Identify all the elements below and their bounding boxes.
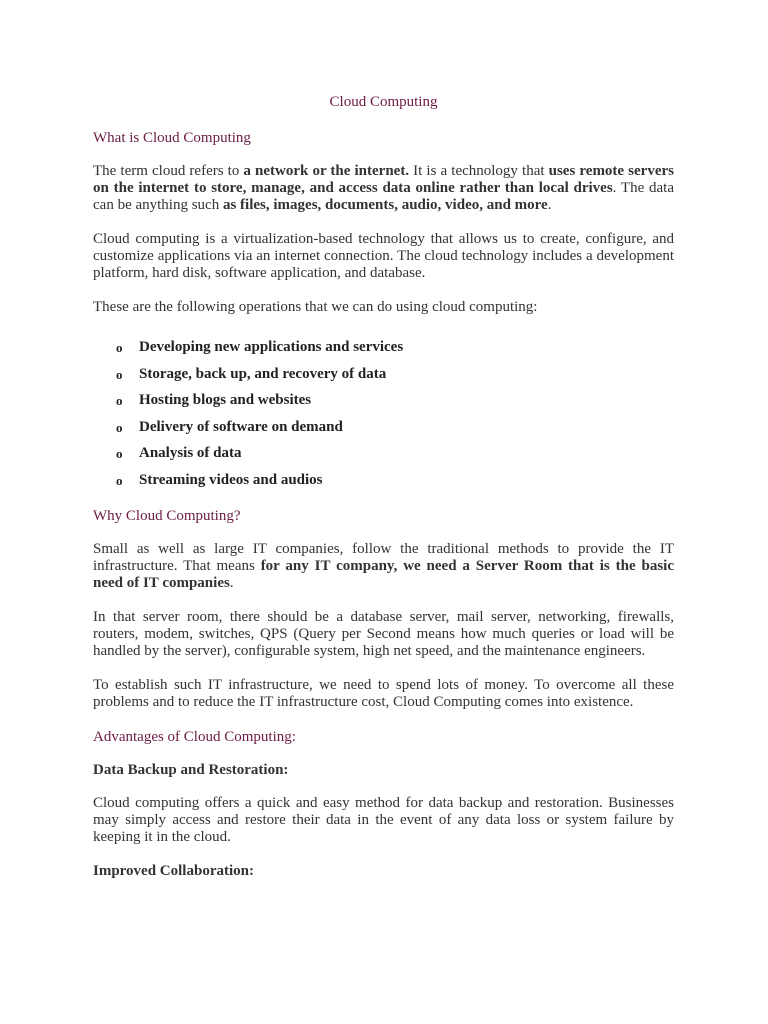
list-item-label: Analysis of data (139, 445, 242, 462)
bullet-icon: o (116, 419, 123, 435)
paragraph-server-room: In that server room, there should be a database server, mail server, networking, firewalls, routers, modem, switches, QPS (Query per Second means how much queries or load will be handled by the server), configurable system, high net speed, and the maintenance engineers. (93, 608, 674, 659)
paragraph-infrastructure-cost: To establish such IT infrastructure, we need to spend lots of money. To overcome all these problems and to reduce the IT infrastructure cost, Cloud Computing comes into existence. (93, 676, 674, 710)
paragraph-text: Small as well as large IT companies, follow the traditional methods to provide the IT infrastructure. That means (93, 540, 674, 574)
subheading-collaboration: Improved Collaboration: (93, 862, 254, 879)
list-item-label: Hosting blogs and websites (139, 392, 312, 409)
document-content (93, 93, 674, 896)
paragraph-text: The term cloud refers to (93, 163, 244, 179)
bold-text: a network or the internet. (243, 163, 410, 179)
list-item (93, 392, 674, 409)
paragraph-virtualization: Cloud computing is a virtualization-based technology that allows us to create, configure, and customize applications via an internet connection. The cloud technology includes a development platform, hard disk, software application, and database. (93, 231, 674, 281)
bullet-icon: o (116, 366, 123, 382)
heading-advantages: Advantages of Cloud Computing: (93, 728, 296, 745)
bullet-icon: o (116, 446, 123, 462)
heading-what-is: What is Cloud Computing (93, 130, 251, 146)
heading-why: Why Cloud Computing? (93, 507, 241, 524)
operations-list (93, 339, 674, 489)
bullet-icon: o (116, 393, 123, 409)
bullet-icon: o (116, 472, 123, 488)
list-item-label: Developing new applications and services (139, 339, 404, 355)
list-item (93, 472, 674, 489)
paragraph-text: . (547, 197, 552, 213)
bold-text: as files, images, documents, audio, video, and more (222, 197, 548, 213)
list-item (93, 445, 674, 462)
bold-text: for any IT company, we need a Server Room that is the basic need of IT companies (93, 557, 674, 591)
list-item (93, 366, 674, 383)
document-title: Cloud Computing (329, 94, 438, 110)
paragraph-text: . The data can be anything such (93, 180, 674, 213)
list-item (93, 419, 674, 436)
list-item (93, 339, 674, 356)
subheading-backup: Data Backup and Restoration: (93, 761, 289, 778)
bold-text: uses remote servers on the internet to store, manage, and access data online rather than local drives (93, 163, 674, 196)
paragraph-backup: Cloud computing offers a quick and easy method for data backup and restoration. Businesses may simply access and restore their data in the event of any data loss or system failure by keeping it in the cloud. (93, 794, 674, 845)
paragraph-text: It is a technology that (409, 163, 549, 179)
paragraph-definition (93, 163, 674, 214)
paragraph-traditional-methods (93, 541, 674, 592)
bullet-icon: o (116, 340, 123, 355)
list-item-label: Storage, back up, and recovery of data (139, 365, 387, 382)
list-item-label: Streaming videos and audios (139, 471, 323, 488)
paragraph-operations-intro: These are the following operations that we can do using cloud computing: (93, 299, 538, 315)
list-item-label: Delivery of software on demand (139, 418, 343, 435)
paragraph-text: . (229, 574, 234, 591)
